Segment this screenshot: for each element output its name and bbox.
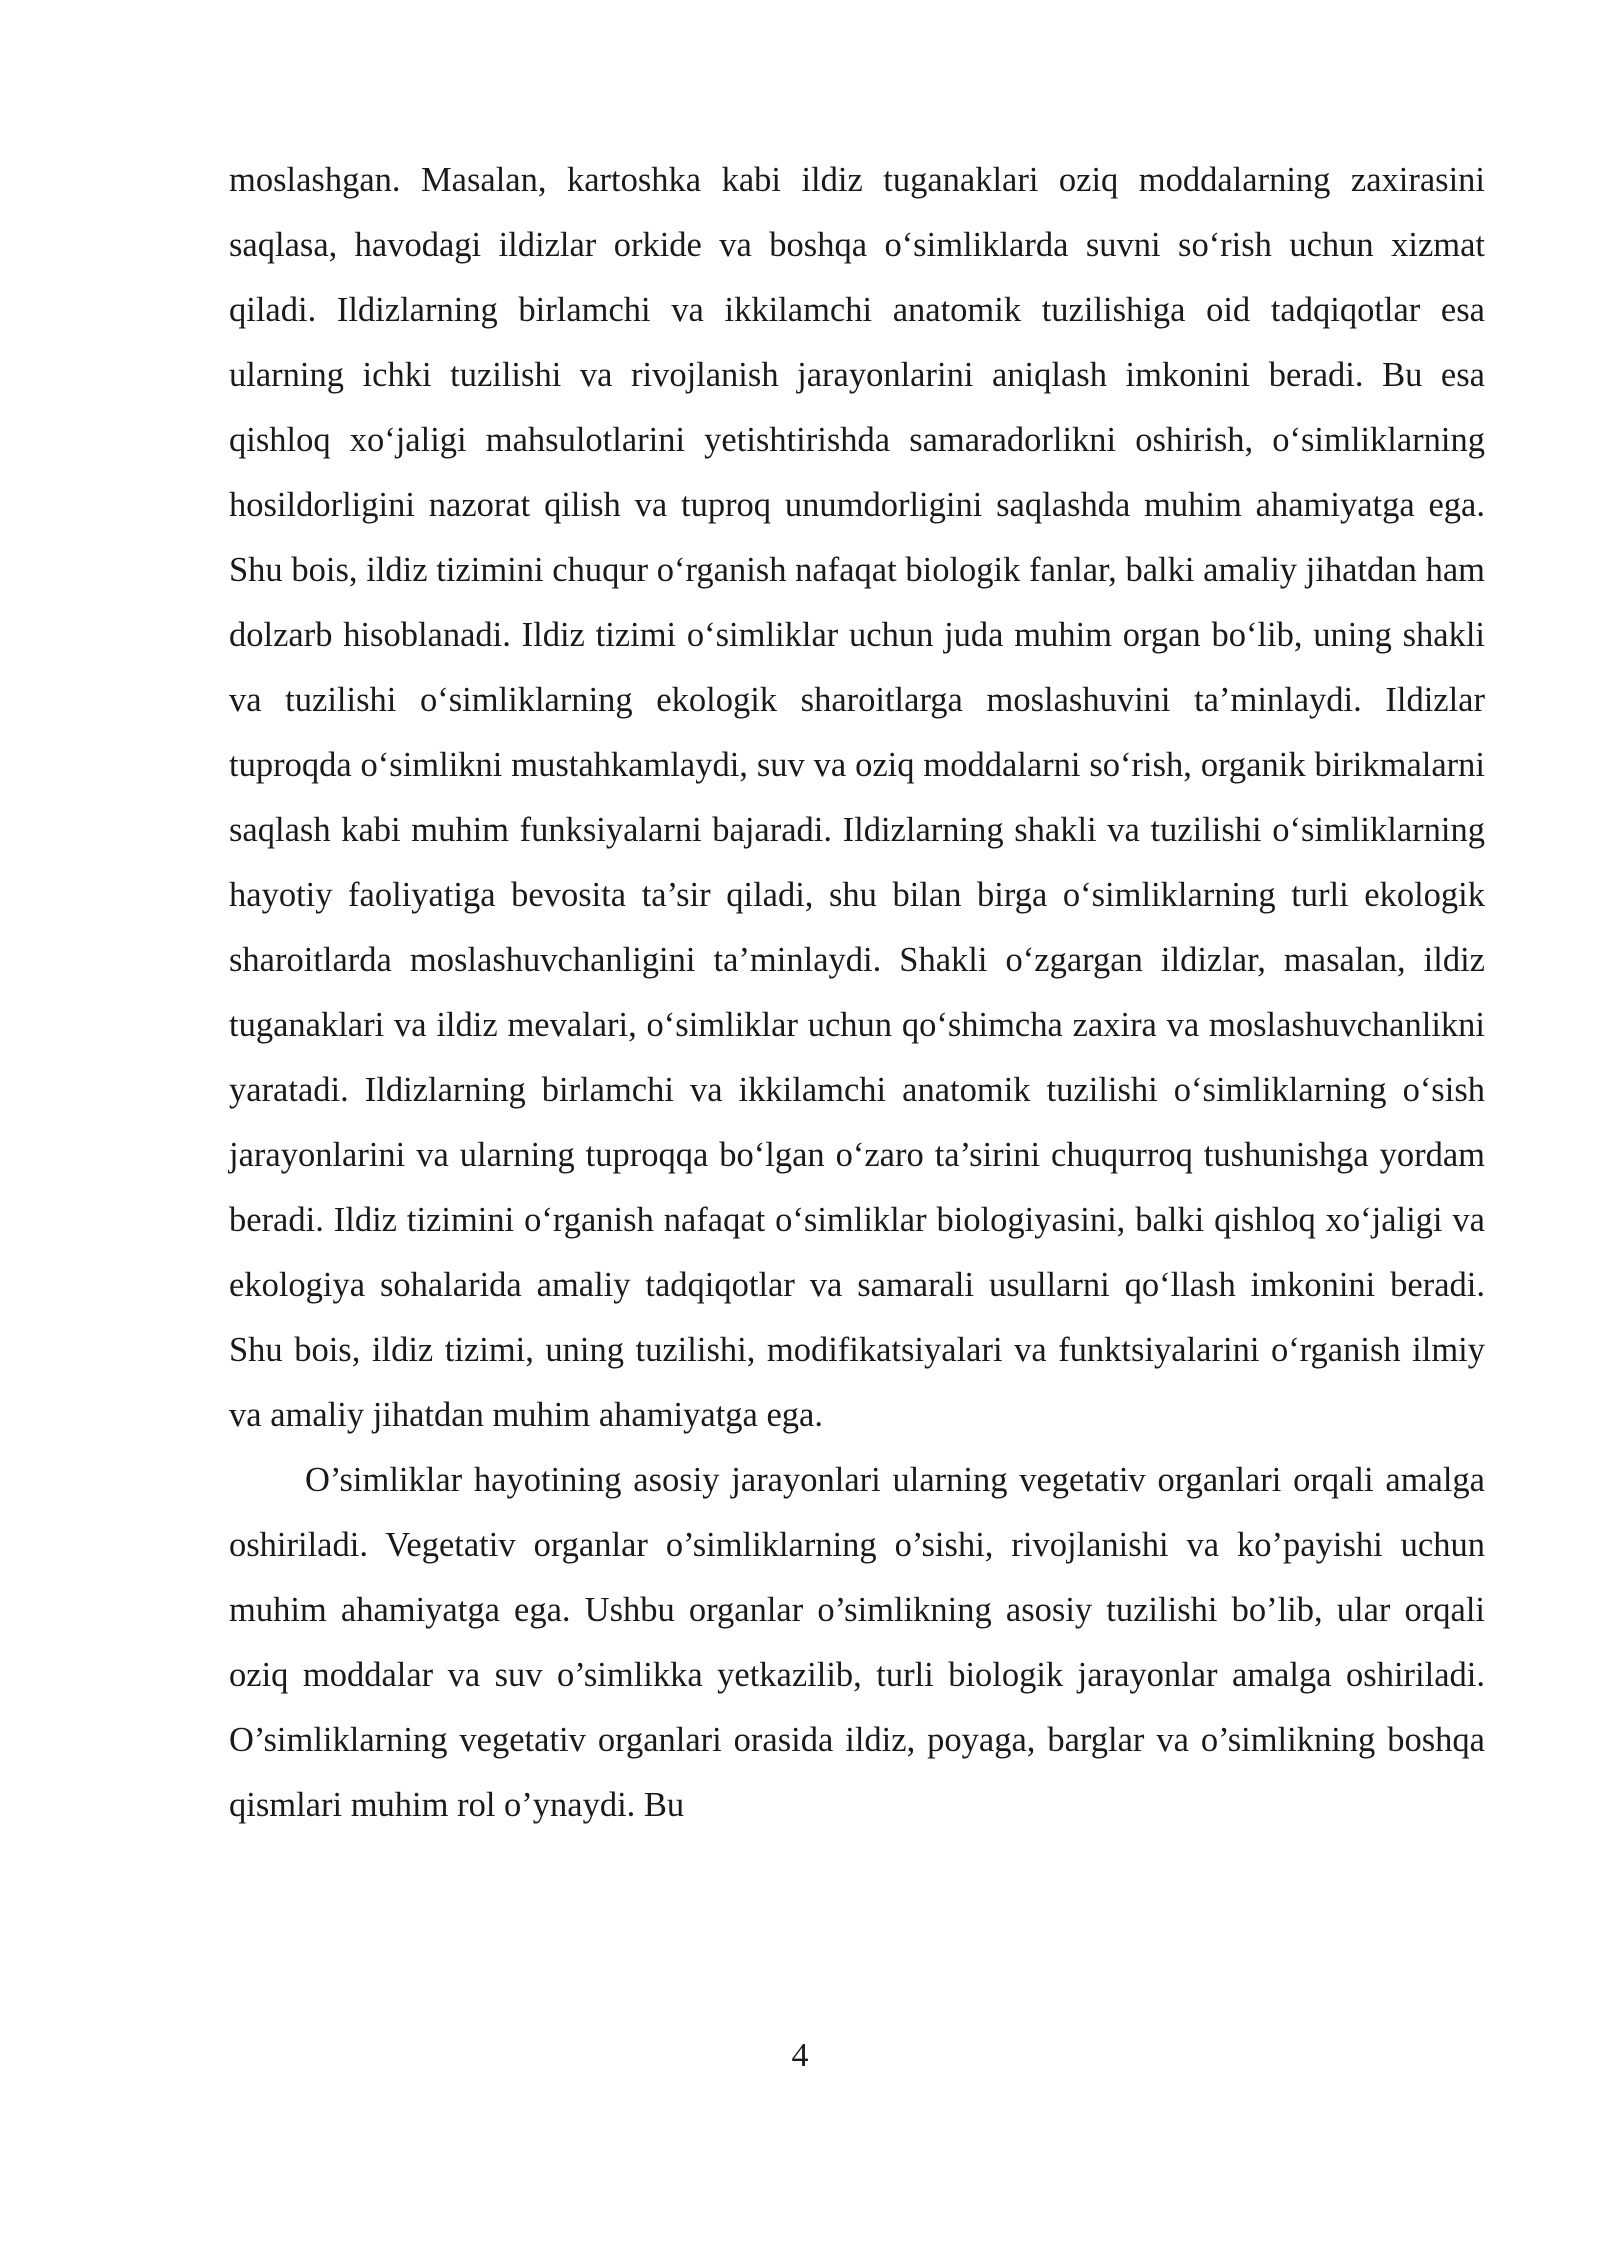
page-number: 4 bbox=[791, 2037, 809, 2074]
paragraph-vegetative-organs: O’simliklar hayotining asosiy jarayonlari ularning vegetativ organlari orqali amalga oshiriladi. Vegetativ organlar o’simliklarning o’sishi, rivojlanishi va ko’payishi uchun muhim ahamiyatga ega. Ushbu organlar o’simlikning asosiy tuzilishi bo’lib, ular orqali oziq moddalar va suv o’simlikka yetkazilib, turli biologik jarayonlar amalga oshiriladi. O’simliklarning vegetativ organlari orasida ildiz, poyaga, barglar va o’simlikning boshqa qismlari muhim rol o’ynaydi. Bu bbox=[229, 1461, 1485, 1824]
paragraph-root-system-continuation: moslashgan. Masalan, kartoshka kabi ildiz tuganaklari oziq moddalarning zaxirasini saqlasa, havodagi ildizlar orkide va boshqa o‘simliklarda suvni so‘rish uchun xizmat qiladi. Ildizlarning birlamchi va ikkilamchi anatomik tuzilishiga oid tadqiqotlar esa ularning ichki tuzilishi va rivojlanish jarayonlarini aniqlash imkonini beradi. Bu esa qishloq xo‘jaligi mahsulotlarini yetishtirishda samaradorlikni oshirish, o‘simliklarning hosildorligini nazorat qilish va tuproq unumdorligini saqlashda muhim ahamiyatga ega. Shu bois, ildiz tizimini chuqur o‘rganish nafaqat biologik fanlar, balki amaliy jihatdan ham dolzarb hisoblanadi. Ildiz tizimi o‘simliklar uchun juda muhim organ bo‘lib, uning shakli va tuzilishi o‘simliklarning ekologik sharoitlarga moslashuvini ta’minlaydi. Ildizlar tuproqda o‘simlikni mustahkamlaydi, suv va oziq moddalarni so‘rish, organik birikmalarni saqlash kabi muhim funksiyalarni bajaradi. Ildizlarning shakli va tuzilishi o‘simliklarning hayotiy faoliyatiga bevosita ta’sir qiladi, shu bilan birga o‘simliklarning turli ekologik sharoitlarda moslashuvchanligini ta’minlaydi. Shakli o‘zgargan ildizlar, masalan, ildiz tuganaklari va ildiz mevalari, o‘simliklar uchun qo‘shimcha zaxira va moslashuvchanlikni yaratadi. Ildizlarning birlamchi va ikkilamchi anatomik tuzilishi o‘simliklarning o‘sish jarayonlarini va ularning tuproqqa bo‘lgan o‘zaro ta’sirini chuqurroq tushunishga yordam beradi. Ildiz tizimini o‘rganish nafaqat o‘simliklar biologiyasini, balki qishloq xo‘jaligi va ekologiya sohalarida amaliy tadqiqotlar va samarali usullarni qo‘llash imkonini beradi. Shu bois, ildiz tizimi, uning tuzilishi, modifikatsiyalari va funktsiyalarini o‘rganish ilmiy va amaliy jihatdan muhim ahamiyatga ega. bbox=[229, 161, 1485, 1434]
body-text bbox=[229, 148, 1485, 1838]
